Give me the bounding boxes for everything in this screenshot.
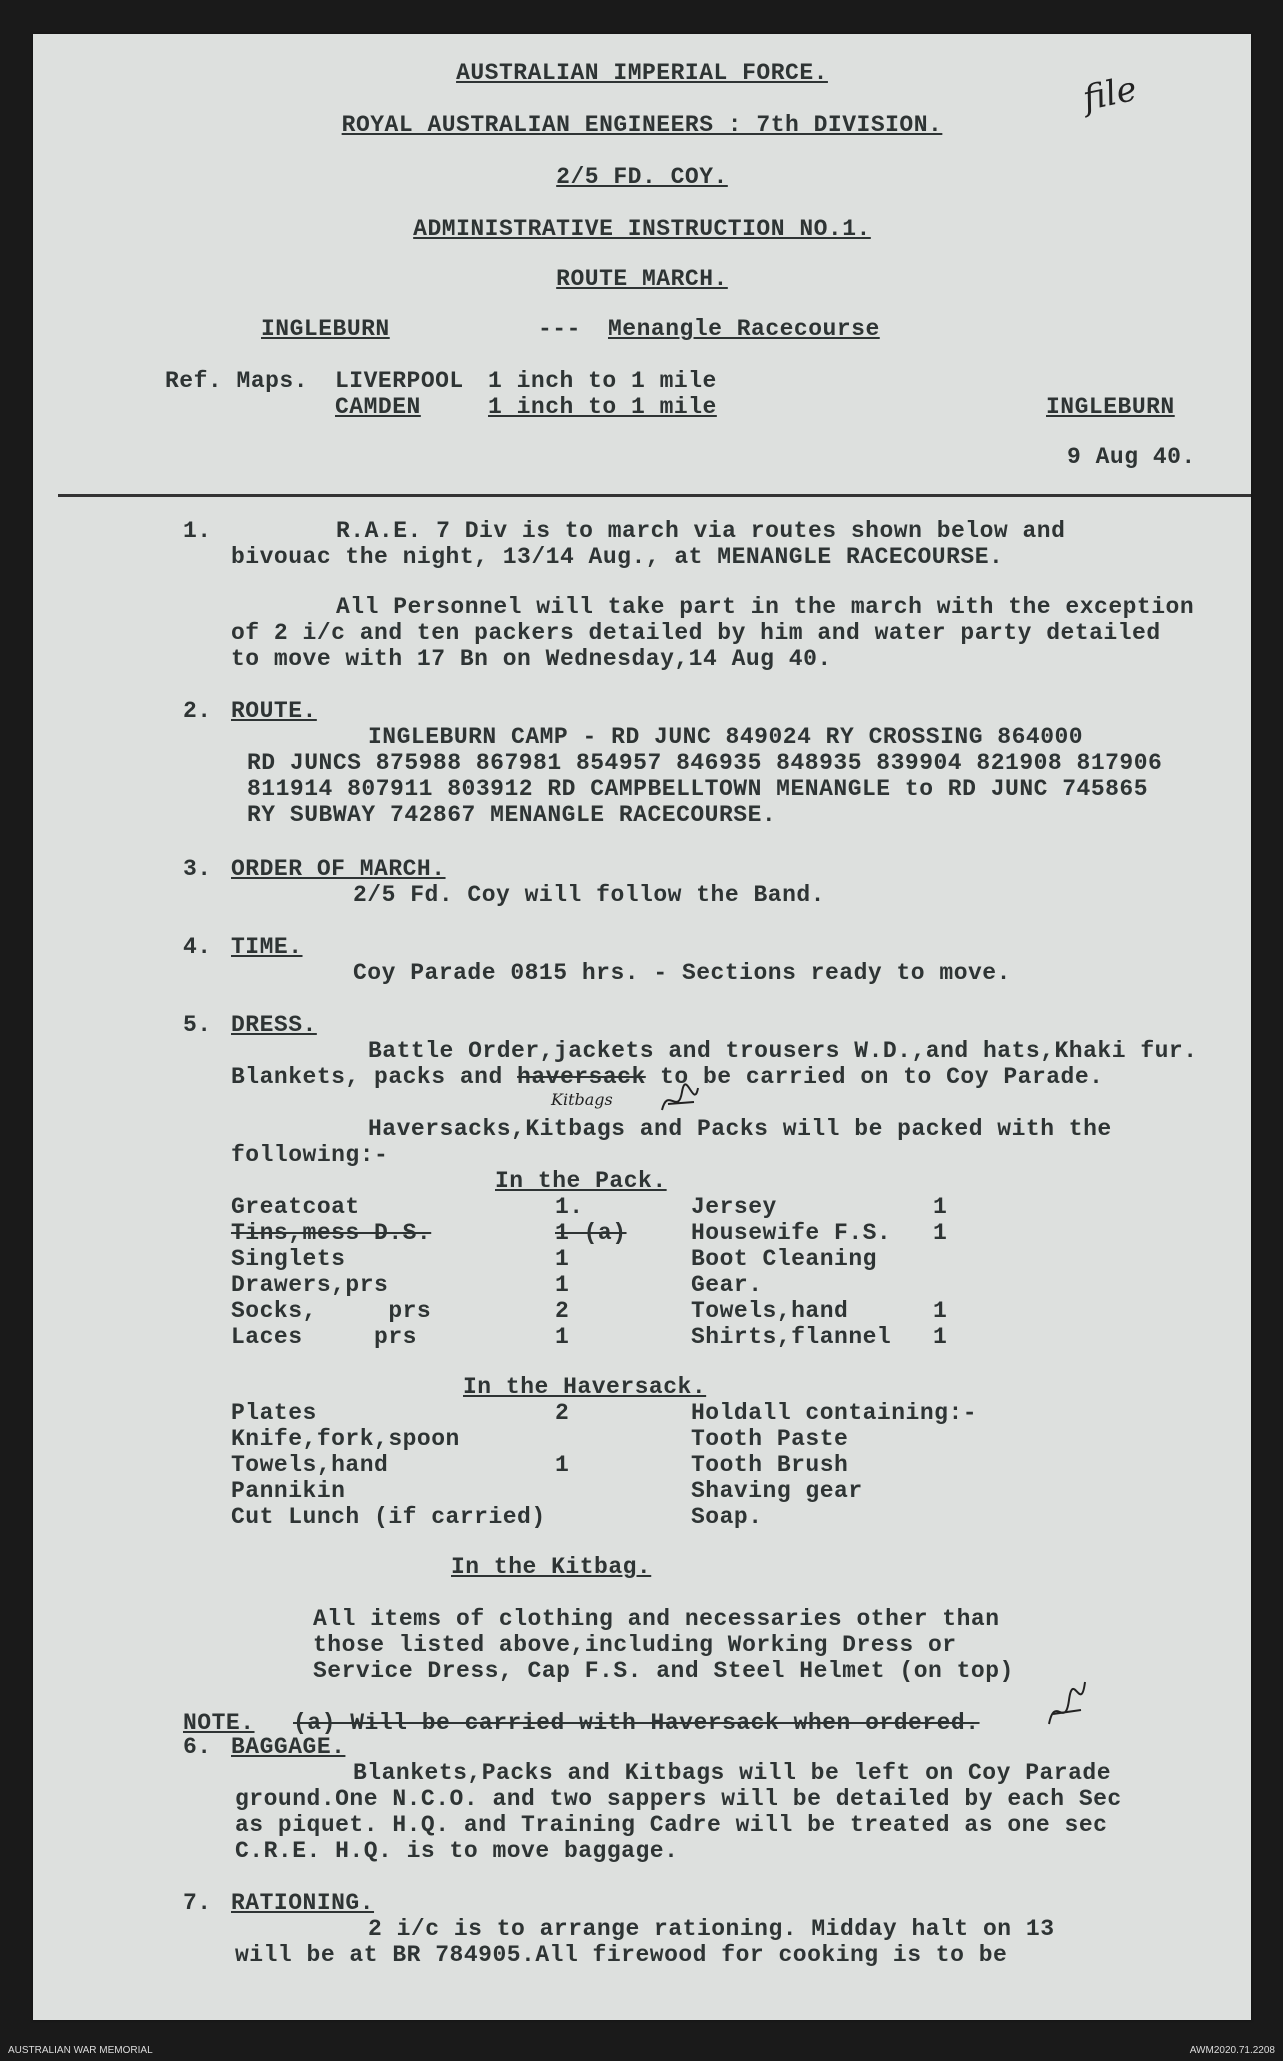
heading-division: ROYAL AUSTRALIAN ENGINEERS : 7th DIVISION. [341, 112, 943, 138]
note-struck-text: (a) Will be carried with Haversack when ordered. [293, 1710, 980, 1736]
section-5-number: 5. [183, 1012, 212, 1038]
list-item: Socks, prs [231, 1298, 432, 1324]
section-1-line: bivouac the night, 13/14 Aug., at MENANGLE RACECOURSE. [231, 544, 1004, 570]
footer-reference: AWM2020.71.2208 [1189, 2045, 1275, 2056]
pack-heading: In the Pack. [495, 1168, 667, 1194]
list-qty: 1 [933, 1194, 948, 1220]
struck-haversack: haversack [517, 1064, 646, 1090]
list-item: Soap. [691, 1504, 763, 1530]
heading-route-march: ROUTE MARCH. [556, 266, 728, 292]
ref-maps-label: Ref. Maps. [165, 368, 309, 394]
baggage-line: C.R.E. H.Q. is to move baggage. [235, 1838, 679, 1864]
section-3-line: 2/5 Fd. Coy will follow the Band. [353, 882, 825, 908]
dress-line-start: Blankets, packs and [231, 1064, 518, 1090]
map1-name: LIVERPOOL [335, 368, 464, 394]
kitbag-line: All items of clothing and necessaries other than [313, 1606, 1000, 1632]
initials-mark [658, 1080, 702, 1120]
section-1-line: R.A.E. 7 Div is to march via routes shown below and [336, 518, 1066, 544]
list-item-struck: Tins,mess D.S. [231, 1220, 432, 1246]
map2-scale: 1 inch to 1 mile [488, 394, 717, 420]
section-3-heading: ORDER OF MARCH. [231, 856, 446, 882]
list-qty: 1 [555, 1324, 570, 1350]
section-1-line: All Personnel will take part in the march with the exception [336, 594, 1195, 620]
kitbag-line: Service Dress, Cap F.S. and Steel Helmet (on top) [313, 1658, 1014, 1684]
section-6-number: 6. [183, 1734, 212, 1760]
dress-line: following:- [231, 1142, 389, 1168]
section-1-line: of 2 i/c and ten packers detailed by him and water party detailed [231, 620, 1161, 646]
list-item: Pannikin [231, 1478, 346, 1504]
list-qty: 1 [555, 1272, 570, 1298]
section-3-number: 3. [183, 856, 212, 882]
rationing-line: 2 i/c is to arrange rationing. Midday halt on 13 [368, 1916, 1055, 1942]
list-qty: 2 [555, 1298, 570, 1324]
section-4-number: 4. [183, 934, 212, 960]
section-4-heading: TIME. [231, 934, 303, 960]
list-item: Towels,hand [231, 1452, 389, 1478]
list-qty: 1. [555, 1194, 584, 1220]
heading-instruction: ADMINISTRATIVE INSTRUCTION NO.1. [413, 216, 871, 242]
list-item: Gear. [691, 1272, 763, 1298]
kitbag-heading: In the Kitbag. [451, 1554, 652, 1580]
route-to: Menangle Racecourse [608, 316, 880, 342]
route-from: INGLEBURN [261, 316, 390, 342]
route-line: 811914 807911 803912 RD CAMPBELLTOWN MENANGLE to RD JUNC 745865 [247, 776, 1149, 802]
list-item: Plates [231, 1400, 317, 1426]
list-item: Holdall containing:- [691, 1400, 978, 1426]
list-item: Towels,hand [691, 1298, 849, 1324]
list-item: Tooth Paste [691, 1426, 849, 1452]
list-item: Laces prs [231, 1324, 417, 1350]
list-qty: 1 [933, 1220, 948, 1246]
document-page [33, 34, 1251, 2020]
handwritten-annotation: file [1079, 68, 1141, 120]
section-6-heading: BAGGAGE. [231, 1734, 346, 1760]
baggage-line: ground.One N.C.O. and two sappers will be detailed by each Sec [235, 1786, 1122, 1812]
baggage-line: as piquet. H.Q. and Training Cadre will be treated as one sec [235, 1812, 1108, 1838]
note-heading: NOTE. [183, 1710, 255, 1736]
route-line: RD JUNCS 875988 867981 854957 846935 848935 839904 821908 817906 [247, 750, 1163, 776]
route-dash: --- [538, 316, 581, 342]
list-qty: 1 [555, 1452, 570, 1478]
section-7-heading: RATIONING. [231, 1890, 375, 1916]
section-5-heading: DRESS. [231, 1012, 317, 1038]
section-2-heading: ROUTE. [231, 698, 317, 724]
dress-line: Haversacks,Kitbags and Packs will be packed with the [368, 1116, 1112, 1142]
document-date: 9 Aug 40. [1067, 444, 1196, 470]
list-qty: 1 [933, 1298, 948, 1324]
section-7-number: 7. [183, 1890, 212, 1916]
baggage-line: Blankets,Packs and Kitbags will be left on Coy Parade [353, 1760, 1112, 1786]
route-line: RY SUBWAY 742867 MENANGLE RACECOURSE. [247, 802, 777, 828]
place-name: INGLEBURN [1046, 394, 1175, 420]
map2-name: CAMDEN [335, 394, 421, 420]
initials-mark [1041, 1674, 1091, 1734]
list-item: Housewife F.S. [691, 1220, 892, 1246]
list-item: Singlets [231, 1246, 346, 1272]
list-item: Cut Lunch (if carried) [231, 1504, 546, 1530]
heading-force: AUSTRALIAN IMPERIAL FORCE. [456, 60, 828, 86]
header-divider [58, 494, 1251, 497]
dress-line-end: to be carried on to Coy Parade. [645, 1064, 1104, 1090]
map1-scale: 1 inch to 1 mile [488, 368, 717, 394]
section-1-number: 1. [183, 518, 212, 544]
list-item: Shaving gear [691, 1478, 863, 1504]
list-item: Drawers,prs [231, 1272, 389, 1298]
handwritten-insert: Kitbags [551, 1090, 613, 1109]
rationing-line: will be at BR 784905.All firewood for cooking is to be [235, 1942, 1008, 1968]
list-qty-struck: 1 (a) [555, 1220, 627, 1246]
list-qty: 2 [555, 1400, 570, 1426]
section-4-line: Coy Parade 0815 hrs. - Sections ready to move. [353, 960, 1011, 986]
kitbag-line: those listed above,including Working Dress or [313, 1632, 957, 1658]
section-2-number: 2. [183, 698, 212, 724]
section-1-line: to move with 17 Bn on Wednesday,14 Aug 40. [231, 646, 832, 672]
haversack-heading: In the Haversack. [463, 1374, 707, 1400]
route-line: INGLEBURN CAMP - RD JUNC 849024 RY CROSSING 864000 [368, 724, 1084, 750]
list-item: Boot Cleaning [691, 1246, 877, 1272]
list-item: Jersey [691, 1194, 777, 1220]
list-item: Knife,fork,spoon [231, 1426, 460, 1452]
dress-line: Battle Order,jackets and trousers W.D.,and hats,Khaki fur. [368, 1038, 1198, 1064]
list-item: Tooth Brush [691, 1452, 849, 1478]
list-qty: 1 [933, 1324, 948, 1350]
list-item: Greatcoat [231, 1194, 360, 1220]
list-item: Shirts,flannel [691, 1324, 892, 1350]
heading-company: 2/5 FD. COY. [556, 164, 728, 190]
footer-institution: AUSTRALIAN WAR MEMORIAL [8, 2045, 153, 2056]
list-qty: 1 [555, 1246, 570, 1272]
